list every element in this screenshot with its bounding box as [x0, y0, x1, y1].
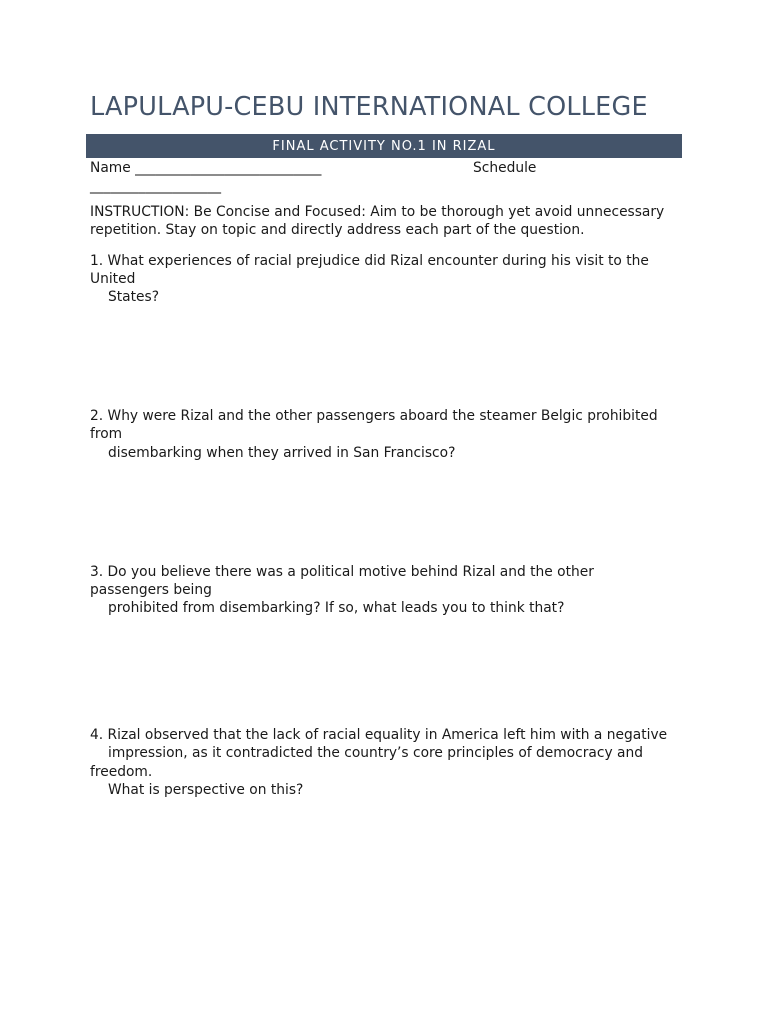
question-2-line-2: from [90, 426, 123, 442]
schedule-blank: ___________________ [90, 178, 222, 194]
activity-title-banner [86, 134, 682, 158]
name-field: Name ___________________________ [90, 160, 322, 176]
schedule-label: Schedule [473, 160, 537, 176]
question-1-line-3: States? [108, 289, 160, 305]
question-2-line-3: disembarking when they arrived in San Francisco? [108, 445, 456, 461]
question-3-line-3: prohibited from disembarking? If so, what leads you to think that? [108, 600, 565, 616]
question-1-line-2: United [90, 271, 136, 287]
question-2-line-1: 2. Why were Rizal and the other passengers aboard the steamer Belgic prohibited [90, 408, 658, 424]
college-name: LAPULAPU-CEBU INTERNATIONAL COLLEGE [90, 92, 648, 122]
instruction-line-1: INSTRUCTION: Be Concise and Focused: Aim to be thorough yet avoid unnecessary [90, 204, 665, 220]
question-3-line-1: 3. Do you believe there was a political motive behind Rizal and the other [90, 564, 594, 580]
question-4-line-4: What is perspective on this? [108, 782, 304, 798]
activity-title: FINAL ACTIVITY NO.1 IN RIZAL [272, 138, 496, 154]
question-4-line-1: 4. Rizal observed that the lack of racial equality in America left him with a negative [90, 727, 668, 743]
question-4-line-2: impression, as it contradicted the country’s core principles of democracy and [108, 745, 643, 761]
question-1-line-1: 1. What experiences of racial prejudice did Rizal encounter during his visit to the [90, 253, 649, 269]
question-4-line-3: freedom. [90, 764, 153, 780]
question-3-line-2: passengers being [90, 582, 212, 598]
instruction-line-2: repetition. Stay on topic and directly address each part of the question. [90, 222, 585, 238]
